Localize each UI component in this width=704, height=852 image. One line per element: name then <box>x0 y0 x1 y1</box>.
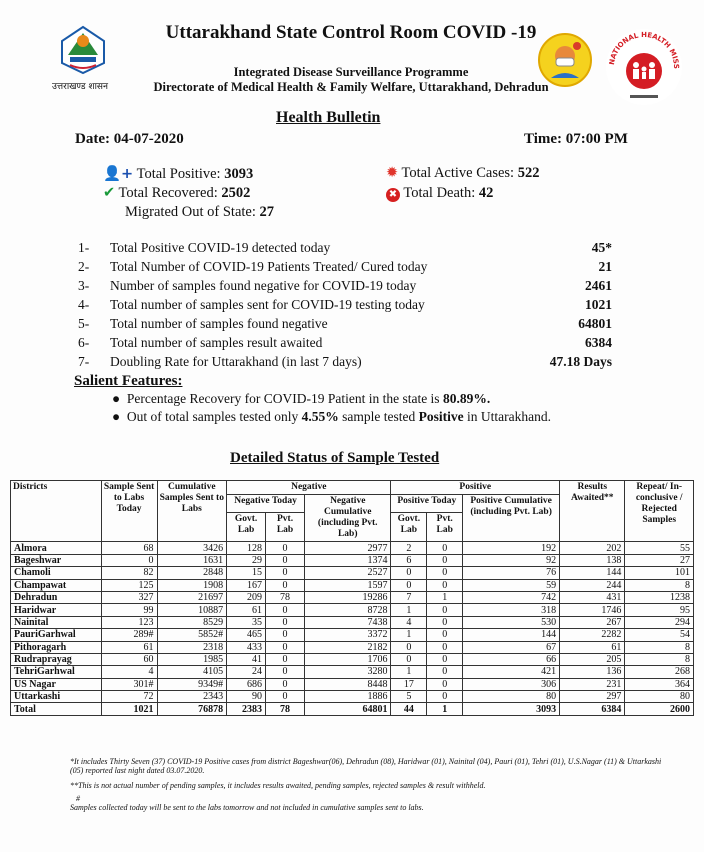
header-sample-sent: Sample Sent to Labs Today <box>101 481 157 542</box>
table-row <box>11 542 694 554</box>
table-cell-district: PauriGarhwal <box>11 629 102 641</box>
virus-icon: ✹ <box>386 165 399 181</box>
total-positive-label: Total Positive: <box>136 166 221 182</box>
key-stats-list <box>0 240 704 370</box>
footnote-4: Samples collected today will be sent to the labs tomorrow and not included in cumulative samples sent to labs. <box>70 803 424 812</box>
table-cell-sent: 327 <box>101 591 157 603</box>
table-cell-awaited: 144 <box>560 567 625 579</box>
table-cell-pos-govt: 6 <box>391 554 427 566</box>
table-cell-cum-sent: 2343 <box>157 691 227 703</box>
stat-label: Total number of samples result awaited <box>110 335 323 350</box>
table-cell-awaited: 1746 <box>560 604 625 616</box>
table-cell-repeat: 101 <box>625 567 694 579</box>
total-recovered-line <box>103 185 250 202</box>
table-cell-district: Bageshwar <box>11 554 102 566</box>
footnote-1: *It includes Thirty Seven (37) COVID-19 Positive cases from district Bageshwar(06), Dehradun (08), Haridwar (01), Nainital (04), Pauri (01), Tehri (01), U.S.Nagar (11) & Uttarkashi (05) reported last night dated 03.07.2020. <box>70 757 662 775</box>
table-cell-sent: 61 <box>101 641 157 653</box>
table-cell-pos-cum: 80 <box>463 691 560 703</box>
table-cell-neg-govt: 167 <box>227 579 266 591</box>
list-item <box>0 259 704 277</box>
table-cell-pos-cum: 421 <box>463 666 560 678</box>
table-cell-neg-govt: 15 <box>227 567 266 579</box>
header-pos-pvt-lab: Pvt. Lab <box>427 512 463 542</box>
table-cell-neg-govt: 41 <box>227 653 266 665</box>
table-cell-neg-cum: 1706 <box>305 653 391 665</box>
table-cell-cum-sent: 5852# <box>157 629 227 641</box>
table-cell-pos-govt: 0 <box>391 567 427 579</box>
stat-value: 2461 <box>585 278 612 293</box>
list-item <box>0 335 704 353</box>
table-cell-awaited: 202 <box>560 542 625 554</box>
table-cell-pos-pvt: 0 <box>427 641 463 653</box>
table-cell-neg-govt: 433 <box>227 641 266 653</box>
cross-circle-icon: ✖ <box>386 188 400 202</box>
table-cell-neg-pvt: 78 <box>266 591 305 603</box>
table-cell-repeat: 8 <box>625 653 694 665</box>
table-cell-district: Dehradun <box>11 591 102 603</box>
table-cell-cum-sent: 3426 <box>157 542 227 554</box>
person-add-icon: 👤+ <box>103 166 134 182</box>
recovery-percentage: 80.89%. <box>442 391 491 406</box>
table-cell-neg-govt: 35 <box>227 616 266 628</box>
stat-label: Total Positive COVID-19 detected today <box>110 240 331 255</box>
table-cell-neg-pvt: 0 <box>266 666 305 678</box>
table-cell-neg-pvt: 0 <box>266 616 305 628</box>
table-cell-pos-cum: 76 <box>463 567 560 579</box>
table-cell-repeat: 2600 <box>625 703 694 715</box>
table-cell-sent: 82 <box>101 567 157 579</box>
table-cell-pos-govt: 0 <box>391 579 427 591</box>
uttarakhand-emblem-icon <box>58 25 108 85</box>
list-item <box>0 316 704 334</box>
table-cell-neg-cum: 8728 <box>305 604 391 616</box>
stat-value: 45* <box>591 240 612 255</box>
table-cell-neg-pvt: 0 <box>266 653 305 665</box>
table-cell-pos-pvt: 0 <box>427 678 463 690</box>
table-cell-cum-sent: 1908 <box>157 579 227 591</box>
table-cell-neg-cum: 2182 <box>305 641 391 653</box>
table-cell-sent: 60 <box>101 653 157 665</box>
table-cell-neg-cum: 3280 <box>305 666 391 678</box>
table-cell-pos-pvt: 1 <box>427 703 463 715</box>
footnote-3: # <box>76 794 80 803</box>
table-cell-neg-govt: 29 <box>227 554 266 566</box>
table-cell-pos-govt: 0 <box>391 653 427 665</box>
table-row <box>11 554 694 566</box>
table-cell-district: Pithoragarh <box>11 641 102 653</box>
table-cell-pos-cum: 66 <box>463 653 560 665</box>
table-cell-neg-cum: 2527 <box>305 567 391 579</box>
table-cell-district: Rudraprayag <box>11 653 102 665</box>
stat-number: 4- <box>78 297 90 312</box>
table-cell-repeat: 1238 <box>625 591 694 603</box>
table-cell-neg-govt: 465 <box>227 629 266 641</box>
table-cell-sent: 123 <box>101 616 157 628</box>
check-icon: ✔ <box>103 185 116 201</box>
table-cell-pos-pvt: 0 <box>427 604 463 616</box>
salient-bullet-1 <box>112 391 490 407</box>
table-cell-neg-pvt: 0 <box>266 579 305 591</box>
table-cell-pos-govt: 1 <box>391 629 427 641</box>
table-cell-awaited: 267 <box>560 616 625 628</box>
bullet-text: in Uttarakhand. <box>463 409 551 424</box>
table-cell-neg-govt: 24 <box>227 666 266 678</box>
table-cell-awaited: 2282 <box>560 629 625 641</box>
table-cell-awaited: 431 <box>560 591 625 603</box>
salient-features-title: Salient Features: <box>74 373 183 389</box>
bullet-text: Positive <box>418 409 464 424</box>
stat-number: 2- <box>78 259 90 274</box>
table-title: Detailed Status of Sample Tested <box>230 450 440 466</box>
bullet-icon: ● <box>112 409 127 424</box>
covid-awareness-logo-icon <box>537 32 593 88</box>
table-cell-neg-pvt: 0 <box>266 629 305 641</box>
stat-label: Total number of samples found negative <box>110 316 328 331</box>
table-cell-pos-govt: 1 <box>391 604 427 616</box>
table-cell-pos-pvt: 1 <box>427 591 463 603</box>
table-cell-district: Almora <box>11 542 102 554</box>
stat-value: 64801 <box>578 316 612 331</box>
header-repeat: Repeat/ In-conclusive / Rejected Samples <box>625 481 694 542</box>
table-cell-district: Total <box>11 703 102 715</box>
table-cell-pos-cum: 3093 <box>463 703 560 715</box>
migrated-value: 27 <box>259 204 275 220</box>
active-cases-line <box>386 165 539 182</box>
table-cell-sent: 1021 <box>101 703 157 715</box>
header-positive-cumulative: Positive Cumulative (including Pvt. Lab) <box>463 495 560 542</box>
table-cell-pos-cum: 192 <box>463 542 560 554</box>
table-cell-sent: 99 <box>101 604 157 616</box>
stat-number: 1- <box>78 240 90 255</box>
table-cell-pos-govt: 5 <box>391 691 427 703</box>
salient-bullet-2 <box>112 409 551 425</box>
bullet-text: sample tested <box>338 409 419 424</box>
emblem-caption: उत्तराखण्ड शासन <box>52 82 109 92</box>
table-cell-neg-govt: 61 <box>227 604 266 616</box>
list-item <box>0 354 704 372</box>
table-cell-neg-pvt: 0 <box>266 691 305 703</box>
header-pos-govt-lab: Govt. Lab <box>391 512 427 542</box>
active-cases-label: Total Active Cases: <box>401 165 515 181</box>
table-cell-pos-cum: 530 <box>463 616 560 628</box>
table-cell-district: TehriGarhwal <box>11 666 102 678</box>
table-cell-neg-pvt: 78 <box>266 703 305 715</box>
table-cell-cum-sent: 2318 <box>157 641 227 653</box>
footnote-2: **This is not actual number of pending samples, it includes results awaited, pending samples, rejected samples & result withheld. <box>70 781 486 790</box>
table-cell-awaited: 205 <box>560 653 625 665</box>
table-row <box>11 653 694 665</box>
table-cell-cum-sent: 1985 <box>157 653 227 665</box>
table-cell-neg-cum: 19286 <box>305 591 391 603</box>
bullet-icon: ● <box>112 391 127 406</box>
stat-label: Number of samples found negative for COVID-19 today <box>110 278 417 293</box>
table-cell-pos-govt: 7 <box>391 591 427 603</box>
table-cell-pos-pvt: 0 <box>427 542 463 554</box>
table-cell-pos-pvt: 0 <box>427 554 463 566</box>
table-cell-neg-govt: 90 <box>227 691 266 703</box>
table-cell-repeat: 8 <box>625 579 694 591</box>
migrated-label: Migrated Out of State: <box>125 204 256 220</box>
table-cell-repeat: 364 <box>625 678 694 690</box>
table-cell-sent: 72 <box>101 691 157 703</box>
table-cell-neg-pvt: 0 <box>266 678 305 690</box>
table-cell-pos-pvt: 0 <box>427 616 463 628</box>
table-cell-pos-govt: 2 <box>391 542 427 554</box>
table-total-row <box>11 703 694 715</box>
table-cell-cum-sent: 1631 <box>157 554 227 566</box>
stat-value: 47.18 Days <box>549 354 612 369</box>
table-cell-sent: 68 <box>101 542 157 554</box>
table-cell-repeat: 294 <box>625 616 694 628</box>
stat-number: 7- <box>78 354 90 369</box>
table-cell-neg-cum: 1597 <box>305 579 391 591</box>
table-cell-pos-pvt: 0 <box>427 691 463 703</box>
table-cell-neg-pvt: 0 <box>266 554 305 566</box>
table-cell-neg-cum: 3372 <box>305 629 391 641</box>
stat-label: Total Number of COVID-19 Patients Treated/ Cured today <box>110 259 428 274</box>
stat-value: 21 <box>598 259 612 274</box>
table-cell-cum-sent: 10887 <box>157 604 227 616</box>
stat-number: 5- <box>78 316 90 331</box>
table-cell-neg-govt: 686 <box>227 678 266 690</box>
table-cell-neg-pvt: 0 <box>266 567 305 579</box>
table-cell-sent: 125 <box>101 579 157 591</box>
table-cell-cum-sent: 76878 <box>157 703 227 715</box>
total-positive-line <box>103 165 253 183</box>
table-cell-pos-govt: 4 <box>391 616 427 628</box>
table-cell-pos-pvt: 0 <box>427 653 463 665</box>
table-cell-awaited: 6384 <box>560 703 625 715</box>
bullet-text: Percentage Recovery for COVID-19 Patient in the state is <box>126 391 443 406</box>
stat-number: 3- <box>78 278 90 293</box>
table-cell-pos-govt: 44 <box>391 703 427 715</box>
table-cell-pos-pvt: 0 <box>427 567 463 579</box>
table-cell-pos-cum: 318 <box>463 604 560 616</box>
header-results-awaited: Results Awaited** <box>560 481 625 542</box>
positivity-percentage: 4.55% <box>301 409 339 424</box>
table-cell-pos-cum: 742 <box>463 591 560 603</box>
list-item <box>0 297 704 315</box>
table-cell-neg-govt: 2383 <box>227 703 266 715</box>
total-death-value: 42 <box>478 185 494 201</box>
table-cell-awaited: 61 <box>560 641 625 653</box>
table-cell-neg-cum: 2977 <box>305 542 391 554</box>
table-cell-pos-pvt: 0 <box>427 579 463 591</box>
header-cumulative-sent: Cumulative Samples Sent to Labs <box>157 481 227 542</box>
header-districts: Districts <box>11 481 102 542</box>
table-cell-sent: 0 <box>101 554 157 566</box>
table-cell-repeat: 80 <box>625 691 694 703</box>
list-item <box>0 278 704 296</box>
table-row <box>11 591 694 603</box>
table-cell-sent: 289# <box>101 629 157 641</box>
header-subtitle-2: Directorate of Medical Health & Family Welfare, Uttarakhand, Dehradun <box>153 80 549 94</box>
table-row <box>11 641 694 653</box>
active-cases-value: 522 <box>517 165 540 181</box>
sample-status-table <box>10 480 694 716</box>
table-cell-neg-cum: 8448 <box>305 678 391 690</box>
table-row <box>11 629 694 641</box>
table-cell-repeat: 268 <box>625 666 694 678</box>
table-cell-neg-cum: 1374 <box>305 554 391 566</box>
table-cell-awaited: 244 <box>560 579 625 591</box>
table-cell-repeat: 27 <box>625 554 694 566</box>
header-positive: Positive <box>391 481 560 495</box>
list-item <box>0 240 704 258</box>
table-cell-awaited: 231 <box>560 678 625 690</box>
header-negative-today: Negative Today <box>227 495 305 512</box>
stat-label: Total number of samples sent for COVID-19 testing today <box>110 297 425 312</box>
table-row <box>11 616 694 628</box>
table-cell-neg-cum: 7438 <box>305 616 391 628</box>
table-cell-repeat: 8 <box>625 641 694 653</box>
table-cell-district: Haridwar <box>11 604 102 616</box>
header-title: Uttarakhand State Control Room COVID -19 <box>165 22 537 43</box>
table-cell-cum-sent: 9349# <box>157 678 227 690</box>
table-cell-pos-cum: 92 <box>463 554 560 566</box>
bulletin-time: Time: 07:00 PM <box>524 131 628 147</box>
table-cell-neg-govt: 209 <box>227 591 266 603</box>
table-cell-repeat: 54 <box>625 629 694 641</box>
total-death-line <box>386 185 493 202</box>
table-cell-pos-pvt: 0 <box>427 666 463 678</box>
table-cell-pos-govt: 0 <box>391 641 427 653</box>
table-row <box>11 666 694 678</box>
bulletin-date: Date: 04-07-2020 <box>75 131 184 147</box>
table-cell-repeat: 55 <box>625 542 694 554</box>
table-cell-pos-cum: 306 <box>463 678 560 690</box>
total-recovered-label: Total Recovered: <box>118 185 218 201</box>
table-cell-pos-pvt: 0 <box>427 629 463 641</box>
table-cell-district: Chamoli <box>11 567 102 579</box>
header-negative-cumulative: Negative Cumulative (including Pvt. Lab) <box>305 495 391 542</box>
table-cell-cum-sent: 8529 <box>157 616 227 628</box>
table-cell-district: Uttarkashi <box>11 691 102 703</box>
header-positive-today: Positive Today <box>391 495 463 512</box>
total-positive-value: 3093 <box>224 166 254 182</box>
table-cell-neg-pvt: 0 <box>266 641 305 653</box>
table-cell-neg-cum: 64801 <box>305 703 391 715</box>
migrated-line <box>125 204 274 221</box>
total-recovered-value: 2502 <box>221 185 251 201</box>
bulletin-title: Health Bulletin <box>276 109 381 126</box>
stat-value: 6384 <box>585 335 612 350</box>
table-cell-neg-cum: 1886 <box>305 691 391 703</box>
table-cell-neg-pvt: 0 <box>266 604 305 616</box>
stat-label: Doubling Rate for Uttarakhand (in last 7 days) <box>110 354 362 369</box>
header-neg-pvt-lab: Pvt. Lab <box>266 512 305 542</box>
table-cell-sent: 4 <box>101 666 157 678</box>
table-cell-district: US Nagar <box>11 678 102 690</box>
national-health-mission-logo-icon <box>602 25 686 109</box>
table-cell-pos-govt: 1 <box>391 666 427 678</box>
table-cell-cum-sent: 4105 <box>157 666 227 678</box>
table-cell-sent: 301# <box>101 678 157 690</box>
table-cell-awaited: 297 <box>560 691 625 703</box>
table-cell-cum-sent: 2848 <box>157 567 227 579</box>
table-cell-repeat: 95 <box>625 604 694 616</box>
table-cell-awaited: 136 <box>560 666 625 678</box>
table-cell-district: Champawat <box>11 579 102 591</box>
table-row <box>11 604 694 616</box>
table-row <box>11 567 694 579</box>
table-cell-district: Nainital <box>11 616 102 628</box>
header-neg-govt-lab: Govt. Lab <box>227 512 266 542</box>
stat-number: 6- <box>78 335 90 350</box>
table-cell-pos-cum: 67 <box>463 641 560 653</box>
table-row <box>11 691 694 703</box>
table-cell-pos-cum: 59 <box>463 579 560 591</box>
total-death-label: Total Death: <box>403 185 476 201</box>
bullet-text: Out of total samples tested only <box>126 409 302 424</box>
table-cell-awaited: 138 <box>560 554 625 566</box>
table-row <box>11 678 694 690</box>
table-cell-neg-pvt: 0 <box>266 542 305 554</box>
table-cell-neg-govt: 128 <box>227 542 266 554</box>
table-cell-pos-govt: 17 <box>391 678 427 690</box>
table-cell-cum-sent: 21697 <box>157 591 227 603</box>
header-subtitle-1: Integrated Disease Surveillance Programme <box>233 65 469 79</box>
header-negative: Negative <box>227 481 391 495</box>
table-cell-pos-cum: 144 <box>463 629 560 641</box>
stat-value: 1021 <box>585 297 612 312</box>
nhm-logo-text: NATIONAL HEALTH MISS <box>607 30 681 69</box>
table-row <box>11 579 694 591</box>
